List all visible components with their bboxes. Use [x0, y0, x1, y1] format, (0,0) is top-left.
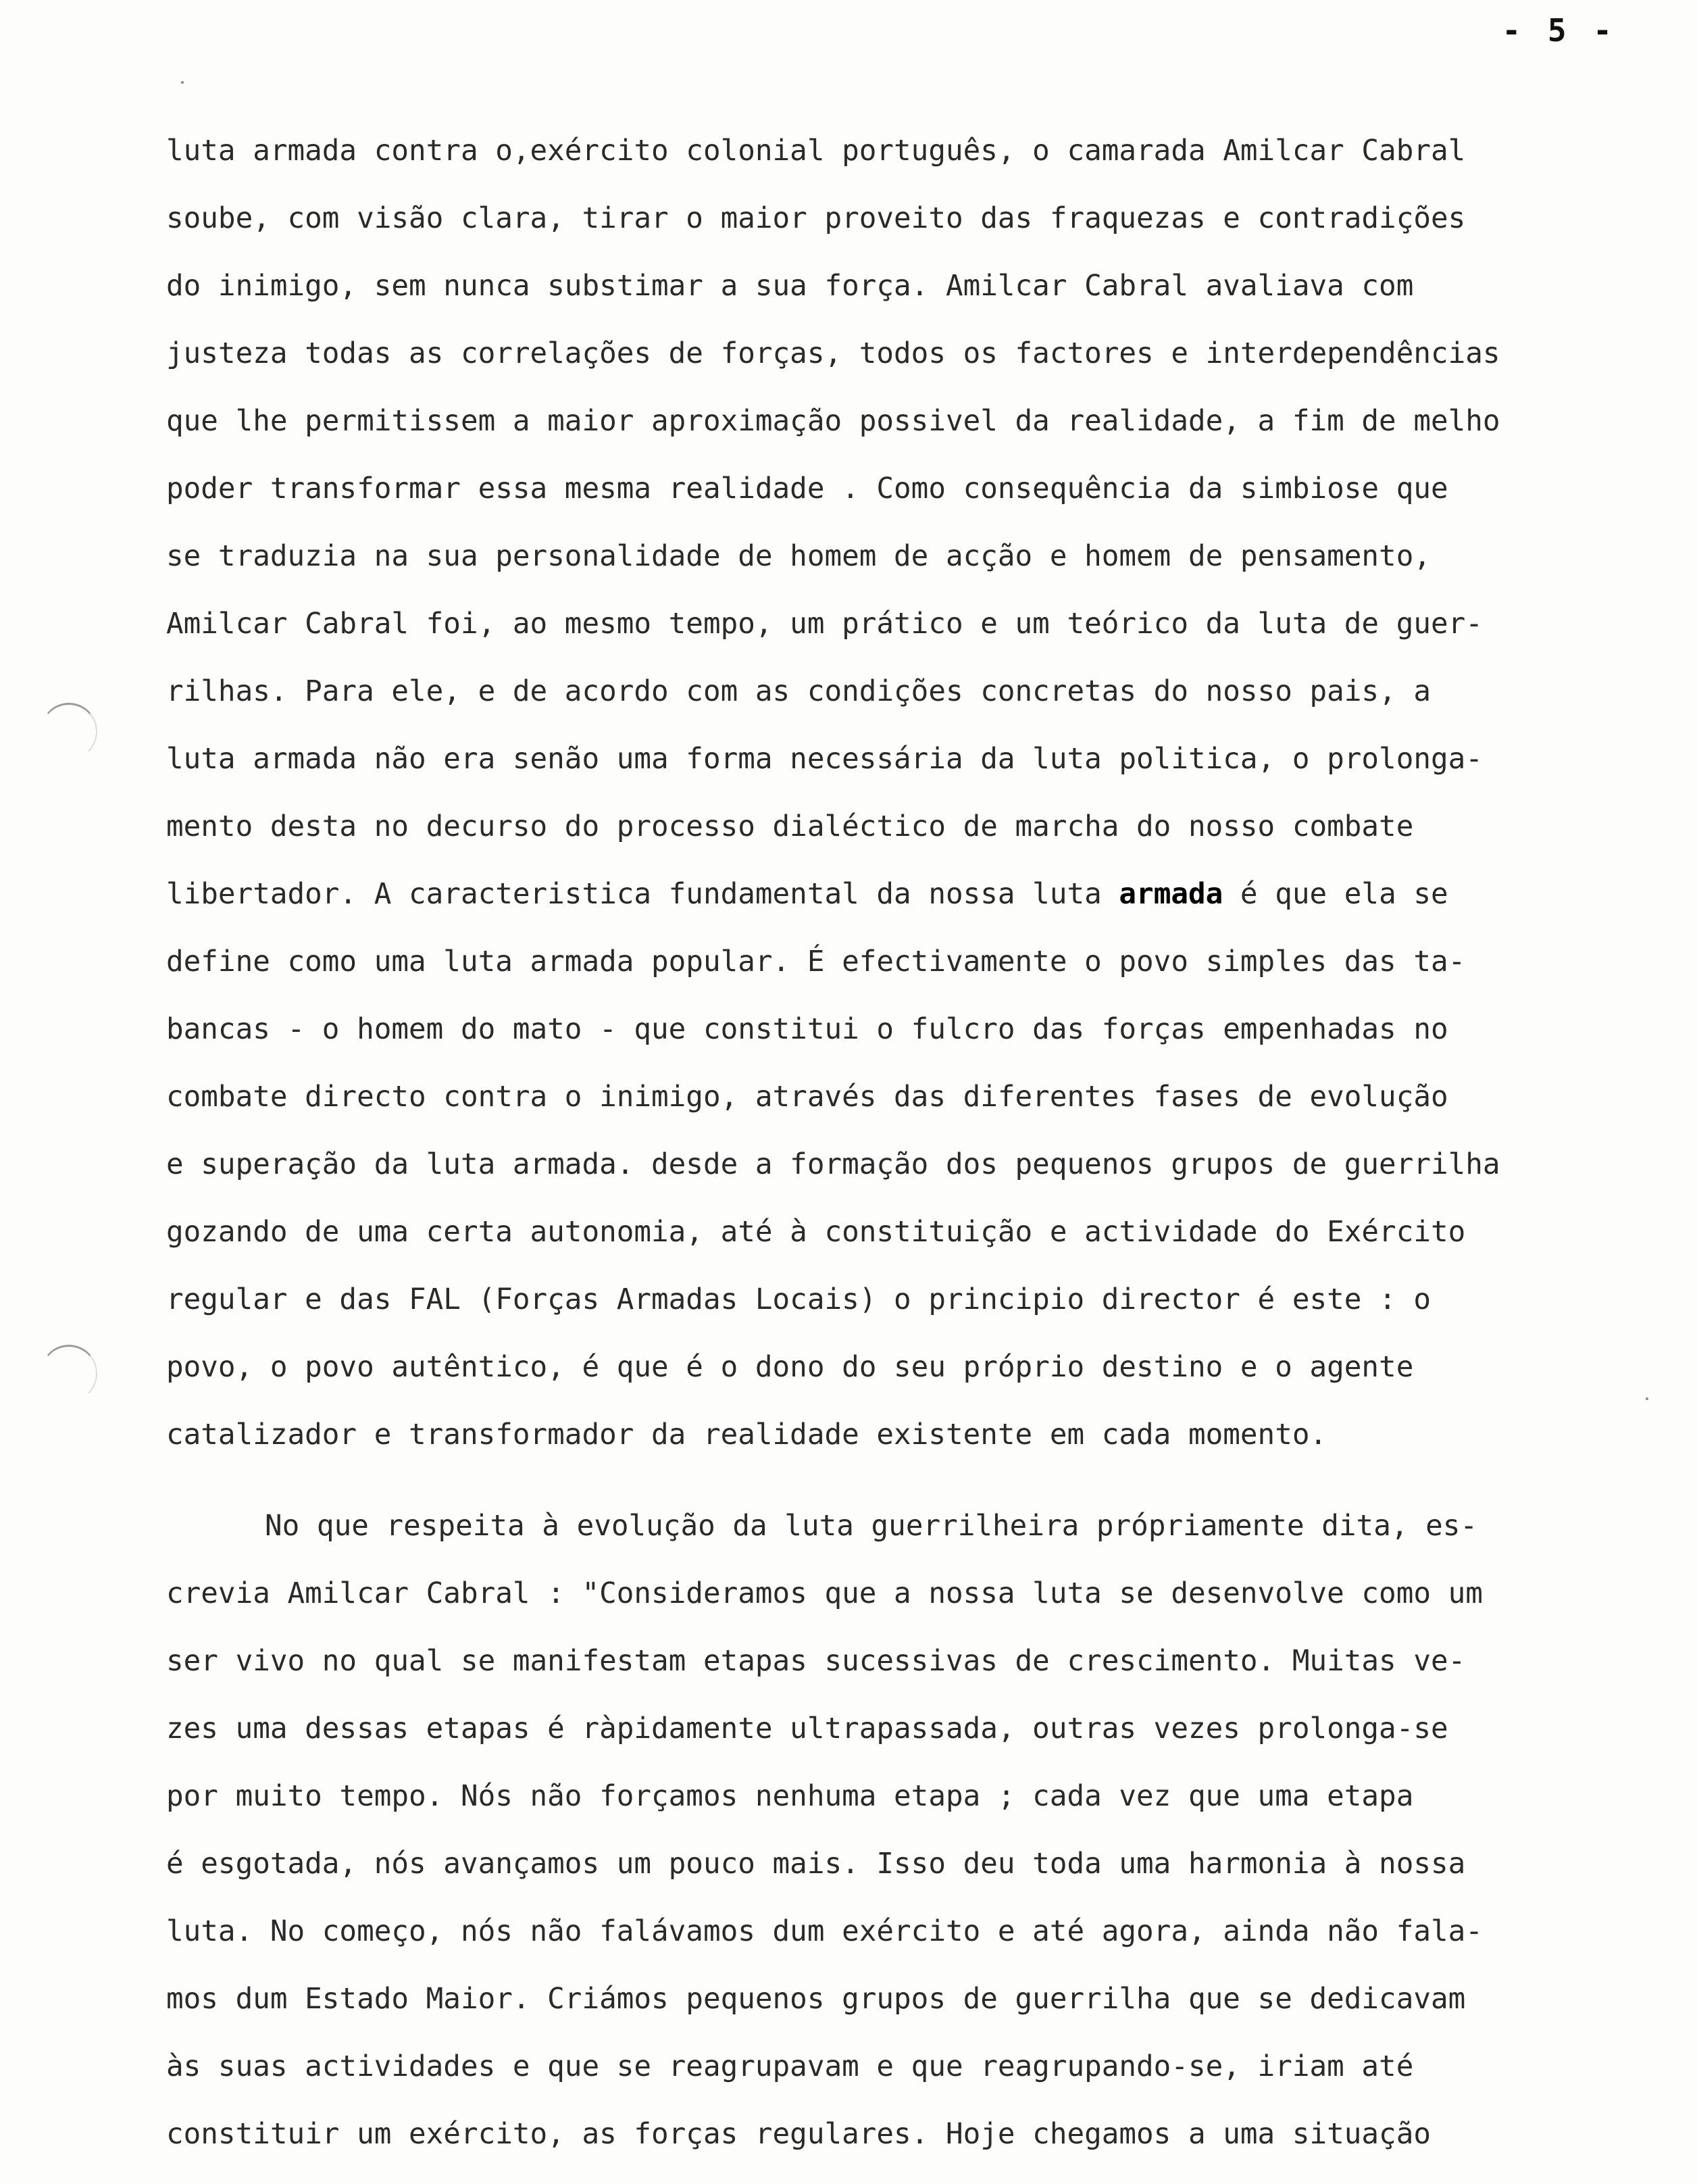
- text-line: povo, o povo autêntico, é que é o dono do seu próprio destino e o agente: [166, 1350, 1414, 1384]
- text-line: define como uma luta armada popular. É efectivamente o povo simples das ta-: [166, 945, 1466, 978]
- text-line: regular e das FAL (Forças Armadas Locais) o principio director é este : o: [166, 1283, 1431, 1316]
- text-line: do inimigo, sem nunca substimar a sua força. Amilcar Cabral avaliava com: [166, 269, 1414, 303]
- text-line-indented: No que respeita à evolução da luta guerrilheira própriamente dita, es-: [265, 1509, 1478, 1543]
- punch-hole-mark: [41, 1345, 97, 1402]
- text-line: catalizador e transformador da realidade existente em cada momento.: [166, 1418, 1327, 1451]
- text-line: combate directo contra o inimigo, através das diferentes fases de evolução: [166, 1080, 1448, 1114]
- text-line: se traduzia na sua personalidade de homem de acção e homem de pensamento,: [166, 539, 1431, 573]
- text-line: mento desta no decurso do processo dialéctico de marcha do nosso combate: [166, 810, 1414, 843]
- text-line: luta. No começo, nós não falávamos dum exército e até agora, ainda não fala-: [166, 1914, 1483, 1948]
- page-number: - 5 -: [1502, 12, 1616, 49]
- text-line: bancas - o homem do mato - que constitui o fulcro das forças empenhadas no: [166, 1012, 1448, 1046]
- text-line-with-bold: [166, 860, 1697, 928]
- paper-speck: [181, 81, 184, 84]
- punch-hole-mark: [41, 703, 97, 760]
- text-line: gozando de uma certa autonomia, até à constituição e actividade do Exército: [166, 1215, 1466, 1249]
- text-line: rilhas. Para ele, e de acordo com as condições concretas do nosso pais, a: [166, 674, 1431, 708]
- text-line: por muito tempo. Nós não forçamos nenhuma etapa ; cada vez que uma etapa: [166, 1779, 1414, 1813]
- text-line: às suas actividades e que se reagrupavam e que reagrupando-se, iriam até: [166, 2050, 1414, 2083]
- bold-word: armada: [1119, 877, 1223, 911]
- text-line: justeza todas as correlações de forças, todos os factores e interdependências: [166, 337, 1500, 370]
- text-line: soube, com visão clara, tirar o maior proveito das fraquezas e contradições: [166, 201, 1466, 235]
- text-segment: é que ela se: [1223, 877, 1448, 911]
- text-line: ser vivo no qual se manifestam etapas sucessivas de crescimento. Muitas ve-: [166, 1644, 1466, 1678]
- paragraph-1: [166, 117, 1697, 1468]
- text-line: e superação da luta armada. desde a formação dos pequenos grupos de guerrilha: [166, 1147, 1500, 1181]
- text-line: crevia Amilcar Cabral : "Consideramos que a nossa luta se desenvolve como um: [166, 1577, 1483, 1610]
- text-line: constituir um exército, as forças regulares. Hoje chegamos a uma situação: [166, 2117, 1431, 2151]
- text-line: luta armada contra o,exército colonial português, o camarada Amilcar Cabral: [166, 134, 1466, 168]
- text-line: Amilcar Cabral foi, ao mesmo tempo, um prático e um teórico da luta de guer-: [166, 607, 1483, 641]
- paragraph-2: [166, 1492, 1697, 2168]
- text-line: mos dum Estado Maior. Criámos pequenos grupos de guerrilha que se dedicavam: [166, 1982, 1466, 2016]
- text-line: é esgotada, nós avançamos um pouco mais. Isso deu toda uma harmonia à nossa: [166, 1847, 1466, 1881]
- text-segment: libertador. A caracteristica fundamental da nossa luta: [166, 877, 1119, 911]
- text-line: que lhe permitissem a maior aproximação possivel da realidade, a fim de melho: [166, 404, 1500, 438]
- text-line: luta armada não era senão uma forma necessária da luta politica, o prolonga-: [166, 742, 1483, 776]
- text-line: poder transformar essa mesma realidade . Como consequência da simbiose que: [166, 472, 1448, 505]
- text-line: zes uma dessas etapas é ràpidamente ultrapassada, outras vezes prolonga-se: [166, 1712, 1448, 1745]
